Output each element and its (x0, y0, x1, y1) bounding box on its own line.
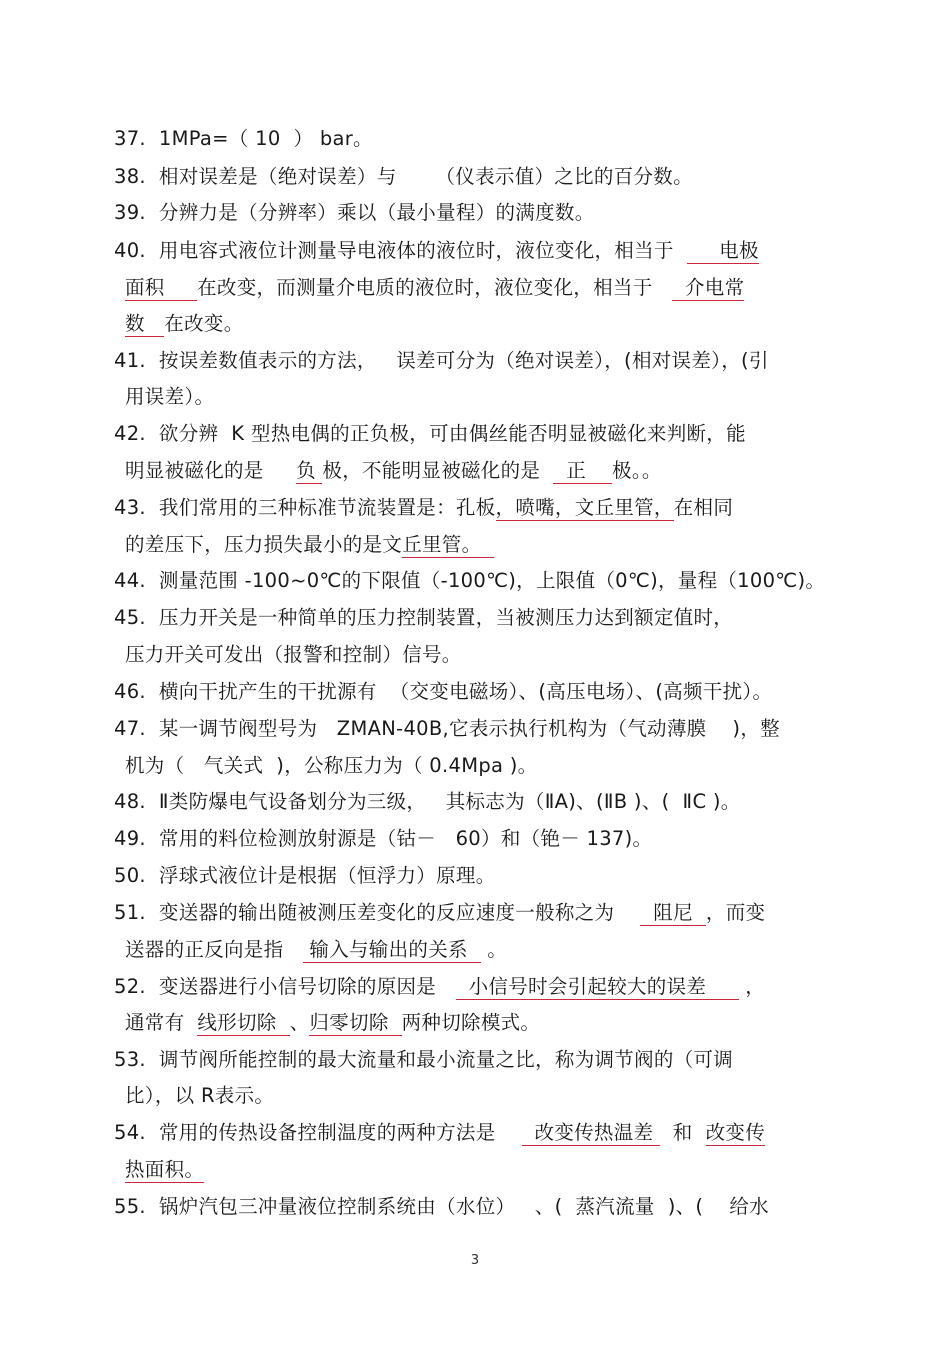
text-line-q51b (125, 937, 507, 963)
text-segment: 两种切除模式。 (401, 1011, 541, 1034)
text-segment: 49. 常用的料位检测放射源是（钴－ 60）和（铯－ 137)。 (114, 827, 653, 850)
text-segment: 45. 压力开关是一种简单的压力控制装置，当被测压力达到额定值时， (114, 606, 734, 629)
text-segment: 38. 相对误差是（绝对误差）与 （仪表示值）之比的百分数。 (114, 165, 693, 188)
text-segment: 47. 某一调节阀型号为 ZMAN-40B,它表示执行机构为（气动薄膜 )，整 (114, 717, 780, 740)
text-line-q39 (114, 200, 595, 226)
answer-blank: 介电常 (672, 276, 745, 299)
answer-blank: 输入与输出的关系 (302, 938, 481, 961)
text-line-q51a (114, 900, 765, 926)
answer-blank: 数 (125, 312, 165, 335)
text-line-q46 (114, 679, 772, 705)
text-segment: 、 (289, 1011, 310, 1034)
answer-blank: 线形切除 (197, 1011, 290, 1034)
text-line-q47b (125, 753, 537, 779)
text-segment: 37. 1MPa=（ 10 ） bar。 (114, 127, 373, 150)
text-line-q50 (114, 863, 496, 889)
text-line-q40c (125, 311, 244, 337)
answer-blank: 改变传 (705, 1121, 766, 1144)
text-segment: 的差压下，压力损失最小的是文 (125, 533, 403, 556)
answer-blank: 电极 (686, 239, 759, 262)
answer-blank: 热面积。 (125, 1158, 205, 1181)
text-segment: 40. 用电容式液位计测量导电液体的液位时，液位变化，相当于 (114, 239, 687, 262)
text-segment: 53. 调节阀所能控制的最大流量和最小流量之比，称为调节阀的（可调 (114, 1048, 734, 1071)
text-segment: 通常有 (125, 1011, 198, 1034)
text-line-q48 (114, 789, 741, 815)
text-segment: 44. 测量范围 -100~0℃的下限值（-100℃)，上限值（0℃)，量程（100℃)。 (114, 569, 826, 592)
text-segment: 和 (659, 1121, 706, 1144)
answer-blank: 正 (553, 459, 613, 482)
text-segment: 50. 浮球式液位计是根据（恒浮力）原理。 (114, 864, 496, 887)
text-line-q41a (114, 348, 769, 374)
answer-blank: ，喷嘴，文丘里管， (495, 496, 674, 519)
text-segment: 机为（ 气关式 )，公称压力为（ 0.4Mpa )。 (125, 754, 538, 777)
text-segment: 41. 按误差数值表示的方法， 误差可分为（绝对误差），(相对误差），(引 (114, 349, 769, 372)
text-line-q41b (125, 384, 214, 410)
text-segment: 在改变。 (164, 312, 244, 335)
text-segment: 送器的正反向是指 (125, 938, 303, 961)
text-line-q40a (114, 238, 759, 264)
text-segment: 48. Ⅱ类防爆电气设备划分为三级， 其标志为（ⅡA)、(ⅡB )、( ⅡC )。 (114, 790, 741, 813)
text-segment: 55. 锅炉汽包三冲量液位控制系统由（水位） 、( 蒸汽流量 )、( 给水 (114, 1195, 769, 1218)
text-line-q45b (125, 642, 462, 668)
text-segment: ， (738, 975, 766, 998)
answer-blank: 负 (296, 459, 323, 482)
text-segment: 用误差）。 (125, 385, 215, 408)
text-segment: 39. 分辨力是（分辨率）乘以（最小量程）的满度数。 (114, 201, 595, 224)
answer-blank: 小信号时会引起较大的误差 (455, 975, 739, 998)
answer-blank: 阻尼 (640, 901, 706, 924)
text-line-q40b (125, 275, 744, 301)
text-line-q53a (114, 1047, 733, 1073)
text-segment: 极。。 (612, 459, 662, 482)
text-line-q44 (114, 568, 825, 594)
text-segment: 极，不能明显被磁化的是 (322, 459, 554, 482)
text-line-q37 (114, 126, 373, 152)
text-line-q52a (114, 974, 765, 1000)
text-line-q42b (125, 458, 662, 484)
text-segment: 52. 变送器进行小信号切除的原因是 (114, 975, 456, 998)
text-segment: 43. 我们常用的三种标准节流装置是：孔板 (114, 496, 496, 519)
text-segment: 。 (480, 938, 508, 961)
page-number: 3 (470, 1253, 480, 1268)
text-segment: 51. 变送器的输出随被测压差变化的反应速度一般称之为 (114, 901, 641, 924)
text-line-q43b (125, 532, 494, 558)
text-segment: 比），以 R表示。 (125, 1084, 275, 1107)
text-segment: 在改变，而测量介电质的液位时，液位变化，相当于 (197, 276, 672, 299)
text-segment: 明显被磁化的是 (125, 459, 297, 482)
text-segment: ，而变 (705, 901, 766, 924)
text-line-q47a (114, 716, 780, 742)
answer-blank: 改变传热温差 (521, 1121, 660, 1144)
text-line-q49 (114, 826, 652, 852)
text-segment: 压力开关可发出（报警和控制）信号。 (125, 643, 462, 666)
text-segment: 42. 欲分辨 K 型热电偶的正负极，可由偶丝能否明显被磁化来判断，能 (114, 422, 746, 445)
text-line-q43a (114, 495, 733, 521)
answer-blank: 面积 (125, 276, 198, 299)
text-segment: 在相同 (673, 496, 734, 519)
text-line-q52b (125, 1010, 540, 1036)
text-line-q54a (114, 1120, 765, 1146)
text-line-q55 (114, 1194, 769, 1220)
answer-blank: 丘里管。 (402, 533, 495, 556)
text-line-q42a (114, 421, 746, 447)
answer-blank: 归零切除 (309, 1011, 402, 1034)
text-segment: 46. 横向干扰产生的干扰源有 （交变电磁场）、(高压电场）、(高频干扰）。 (114, 680, 773, 703)
text-line-q53b (125, 1083, 274, 1109)
text-line-q45a (114, 605, 733, 631)
text-line-q38 (114, 164, 693, 190)
text-line-q54b (125, 1157, 204, 1183)
text-segment: 54. 常用的传热设备控制温度的两种方法是 (114, 1121, 522, 1144)
